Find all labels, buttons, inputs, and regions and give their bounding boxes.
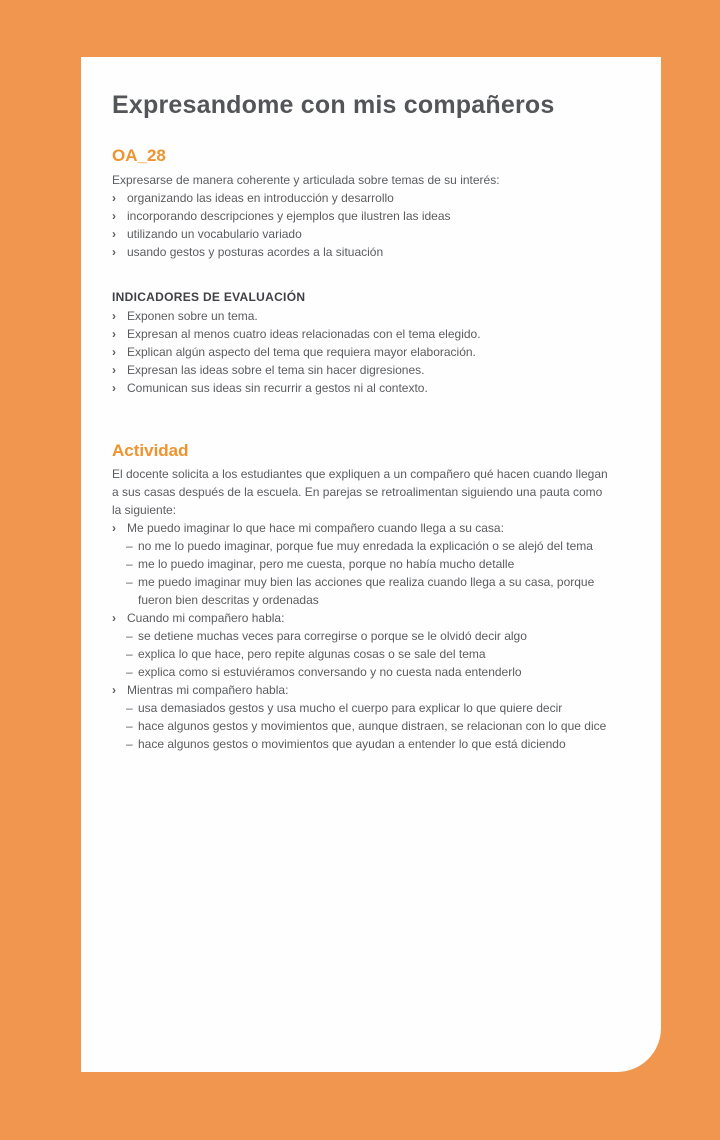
list-item-text: Expresan las ideas sobre el tema sin hacer digresiones. bbox=[127, 362, 425, 377]
dash-marker: – bbox=[126, 538, 133, 553]
list-item-text: Explican algún aspecto del tema que requiera mayor elaboración. bbox=[127, 344, 476, 359]
list-item-text: Me puedo imaginar lo que hace mi compañero cuando llega a su casa: bbox=[127, 520, 504, 535]
list-item bbox=[112, 609, 611, 627]
bullet-marker: › bbox=[112, 208, 116, 223]
list-subitem bbox=[126, 645, 611, 663]
list-item-text: Expresan al menos cuatro ideas relacionadas con el tema elegido. bbox=[127, 326, 481, 341]
section-indicadores bbox=[112, 290, 611, 397]
list-subitem-text: no me lo puedo imaginar, porque fue muy enredada la explicación o se alejó del tema bbox=[138, 538, 593, 553]
oa-intro: Expresarse de manera coherente y articulada sobre temas de su interés: bbox=[112, 172, 500, 187]
dash-marker: – bbox=[126, 628, 133, 643]
bullet-marker: › bbox=[112, 326, 116, 341]
bullet-marker: › bbox=[112, 610, 116, 625]
list-subitem bbox=[126, 537, 611, 555]
page-title: Expresandome con mis compañeros bbox=[112, 91, 555, 119]
dash-marker: – bbox=[126, 718, 133, 733]
bullet-marker: › bbox=[112, 244, 116, 259]
list-item bbox=[112, 225, 611, 243]
bullet-marker: › bbox=[112, 226, 116, 241]
list-item-text: incorporando descripciones y ejemplos que ilustren las ideas bbox=[127, 208, 451, 223]
dash-marker: – bbox=[126, 736, 133, 751]
list-subitem-text: explica lo que hace, pero repite algunas cosas o se sale del tema bbox=[138, 646, 486, 661]
list-subitem-text: explica como si estuviéramos conversando y no cuesta nada entenderlo bbox=[138, 664, 522, 679]
list-item bbox=[112, 519, 611, 537]
actividad-intro: El docente solicita a los estudiantes que expliquen a un compañero qué hacen cuando llegan a sus casas después de la escuela. En parejas se retroalimentan siguiendo una pauta como la siguiente: bbox=[112, 466, 608, 517]
list-item bbox=[112, 189, 611, 207]
section-oa bbox=[112, 146, 611, 261]
list-item bbox=[112, 243, 611, 261]
bullet-marker: › bbox=[112, 682, 116, 697]
dash-marker: – bbox=[126, 574, 133, 589]
dash-marker: – bbox=[126, 556, 133, 571]
list-item-text: Exponen sobre un tema. bbox=[127, 308, 258, 323]
list-item-text: organizando las ideas en introducción y desarrollo bbox=[127, 190, 394, 205]
list-subitem bbox=[126, 699, 611, 717]
bullet-marker: › bbox=[112, 190, 116, 205]
list-subitem-text: me lo puedo imaginar, pero me cuesta, porque no había mucho detalle bbox=[138, 556, 515, 571]
bullet-marker: › bbox=[112, 362, 116, 377]
list-subitem-text: se detiene muchas veces para corregirse o porque se le olvidó decir algo bbox=[138, 628, 527, 643]
list-item bbox=[112, 361, 611, 379]
dash-marker: – bbox=[126, 700, 133, 715]
section-actividad bbox=[112, 441, 611, 753]
list-subitem bbox=[126, 717, 611, 735]
list-item-text: Comunican sus ideas sin recurrir a gestos ni al contexto. bbox=[127, 380, 428, 395]
list-subitem bbox=[126, 573, 611, 609]
list-subitem bbox=[126, 555, 611, 573]
list-item bbox=[112, 207, 611, 225]
list-subitem bbox=[126, 663, 611, 681]
list-item bbox=[112, 379, 611, 397]
list-item-text: Cuando mi compañero habla: bbox=[127, 610, 285, 625]
indicadores-heading: INDICADORES DE EVALUACIÓN bbox=[112, 289, 306, 304]
list-item-text: Mientras mi compañero habla: bbox=[127, 682, 289, 697]
list-subitem-text: usa demasiados gestos y usa mucho el cuerpo para explicar lo que quiere decir bbox=[138, 700, 563, 715]
bullet-marker: › bbox=[112, 308, 116, 323]
list-item bbox=[112, 343, 611, 361]
list-subitem bbox=[126, 627, 611, 645]
document-card bbox=[81, 57, 661, 1072]
dash-marker: – bbox=[126, 664, 133, 679]
list-item bbox=[112, 325, 611, 343]
actividad-heading: Actividad bbox=[112, 440, 189, 460]
list-subitem-text: me puedo imaginar muy bien las acciones que realiza cuando llega a su casa, porque fueron bien descritas y ordenadas bbox=[138, 574, 595, 607]
list-item-text: usando gestos y posturas acordes a la situación bbox=[127, 244, 384, 259]
list-item-text: utilizando un vocabulario variado bbox=[127, 226, 302, 241]
bullet-marker: › bbox=[112, 520, 116, 535]
list-item bbox=[112, 681, 611, 699]
bullet-marker: › bbox=[112, 344, 116, 359]
bullet-marker: › bbox=[112, 380, 116, 395]
list-subitem-text: hace algunos gestos y movimientos que, aunque distraen, se relacionan con lo que dice bbox=[138, 718, 607, 733]
list-subitem-text: hace algunos gestos o movimientos que ayudan a entender lo que está diciendo bbox=[138, 736, 566, 751]
dash-marker: – bbox=[126, 646, 133, 661]
list-subitem bbox=[126, 735, 611, 753]
oa-heading: OA_28 bbox=[112, 145, 166, 165]
list-item bbox=[112, 307, 611, 325]
